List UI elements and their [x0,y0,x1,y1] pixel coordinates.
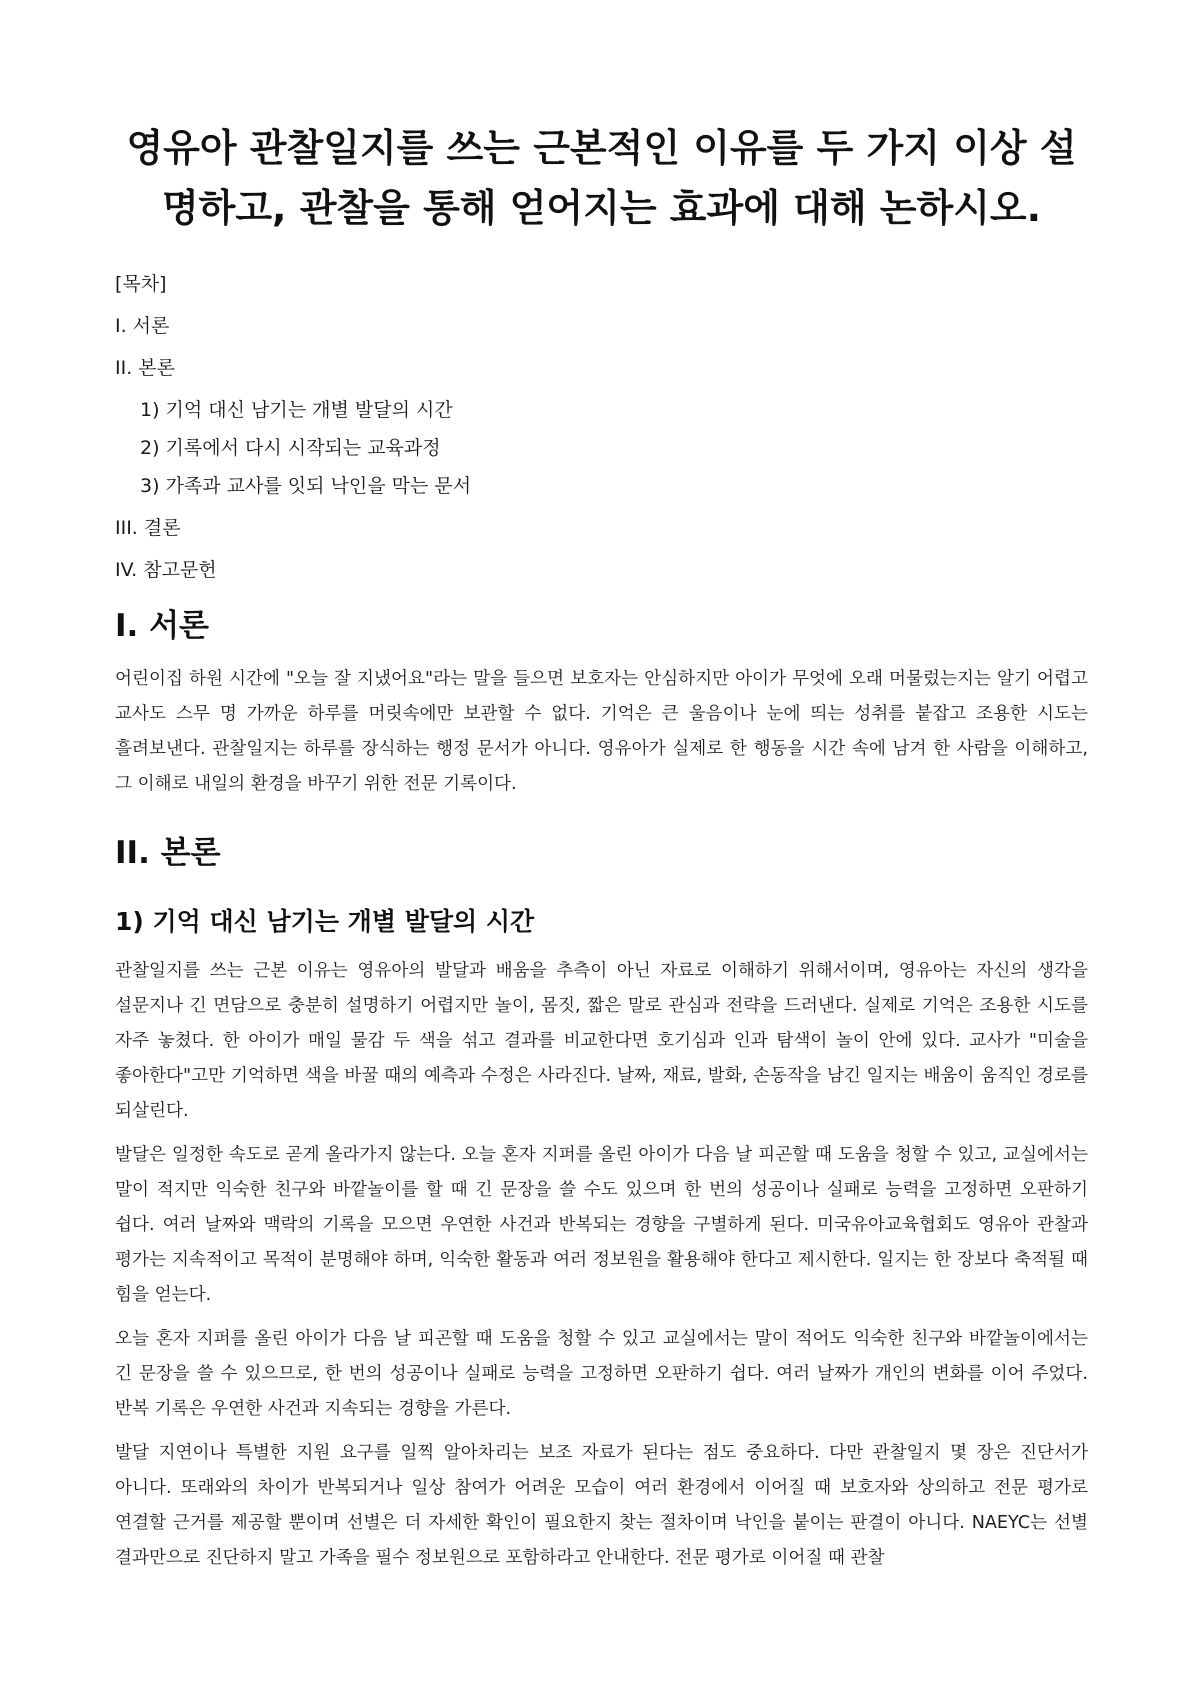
section-intro [115,605,1088,802]
subsection-heading-1: 1) 기억 대신 남기는 개별 발달의 시간 [115,907,535,936]
body-paragraph-2: 발달은 일정한 속도로 곧게 올라가지 않는다. 오늘 혼자 지퍼를 올린 아이가 다음 날 피곤할 때 도움을 청할 수 있고, 교실에서는 말이 적지만 익숙한 친구와 바깥놀이를 할 때 긴 문장을 쓸 수도 있으며 한 번의 성공이나 실패로 능력을 고정하면 오판하기 쉽다. 여러 날짜와 맥락의 기록을 모으면 우연한 사건과 반복되는 경향을 구별하게 된다. 미국유아교육협회도 영유아 관찰과 평가는 지속적이고 목적이 분명해야 하며, 익숙한 활동과 여러 정보원을 활용해야 한다고 제시한다. 일지는 한 장보다 축적될 때 힘을 얻는다. [115,1145,1088,1305]
intro-paragraph: 어린이집 하원 시간에 "오늘 잘 지냈어요"라는 말을 들으면 보호자는 안심하지만 아이가 무엇에 오래 머물렀는지는 알기 어렵고 교사도 스무 명 가까운 하루를 머릿속에만 보관할 수 없다. 기억은 큰 울음이나 눈에 띄는 성취를 붙잡고 조용한 시도는 흘려보낸다. 관찰일지는 하루를 장식하는 행정 문서가 아니다. 영유아가 실제로 한 행동을 시간 속에 남겨 한 사람을 이해하고, 그 이해로 내일의 환경을 바꾸기 위한 전문 기록이다. [115,669,1088,794]
toc-item-conclusion: III. 결론 [115,517,181,539]
document-title: 영유아 관찰일지를 쓰는 근본적인 이유를 두 가지 이상 설명하고, 관찰을 통해 얻어지는 효과에 대해 논하시오. [126,126,1077,230]
toc-item-intro: I. 서론 [115,315,170,337]
toc-item-references: IV. 참고문헌 [115,559,217,581]
section-body [115,832,1088,1576]
table-of-contents [115,272,1088,583]
toc-heading: [목차] [115,273,167,295]
body-paragraph-3: 오늘 혼자 지퍼를 올린 아이가 다음 날 피곤할 때 도움을 청할 수 있고 교실에서는 말이 적어도 익숙한 친구와 바깥놀이에서는 긴 문장을 쓸 수 있으므로, 한 번의 성공이나 실패로 능력을 고정하면 오판하기 쉽다. 여러 날짜가 개인의 변화를 이어 주었다. 반복 기록은 우연한 사건과 지속되는 경향을 가른다. [115,1329,1088,1419]
toc-item-body-3: 3) 가족과 교사를 잇되 낙인을 막는 문서 [140,475,472,497]
section-heading-body: II. 본론 [115,835,221,871]
body-paragraph-1: 관찰일지를 쓰는 근본 이유는 영유아의 발달과 배움을 추측이 아닌 자료로 이해하기 위해서이며, 영유아는 자신의 생각을 설문지나 긴 면담으로 충분히 설명하기 어렵지만 놀이, 몸짓, 짧은 말로 관심과 전략을 드러낸다. 실제로 기억은 조용한 시도를 자주 놓쳤다. 한 아이가 매일 물감 두 색을 섞고 결과를 비교한다면 호기심과 인과 탐색이 놀이 안에 있다. 교사가 "미술을 좋아한다"고만 기억하면 색을 바꿀 때의 예측과 수정은 사라진다. 날짜, 재료, 발화, 손동작을 남긴 일지는 배움이 움직인 경로를 되살린다. [115,961,1088,1121]
toc-item-body-1: 1) 기억 대신 남기는 개별 발달의 시간 [140,399,453,421]
section-heading-intro: I. 서론 [115,608,209,644]
toc-item-body: II. 본론 [115,357,175,379]
toc-item-body-2: 2) 기록에서 다시 시작되는 교육과정 [140,437,441,459]
body-paragraph-4: 발달 지연이나 특별한 지원 요구를 일찍 알아차리는 보조 자료가 된다는 점도 중요하다. 다만 관찰일지 몇 장은 진단서가 아니다. 또래와의 차이가 반복되거나 일상 참여가 어려운 모습이 여러 환경에서 이어질 때 보호자와 상의하고 전문 평가로 연결할 근거를 제공할 뿐이며 선별은 더 자세한 확인이 필요한지 찾는 절차이며 낙인을 붙이는 판결이 아니다. NAEYC는 선별 결과만으로 진단하지 말고 가족을 필수 정보원으로 포함하라고 안내한다. 전문 평가로 이어질 때 관찰 [115,1443,1088,1568]
